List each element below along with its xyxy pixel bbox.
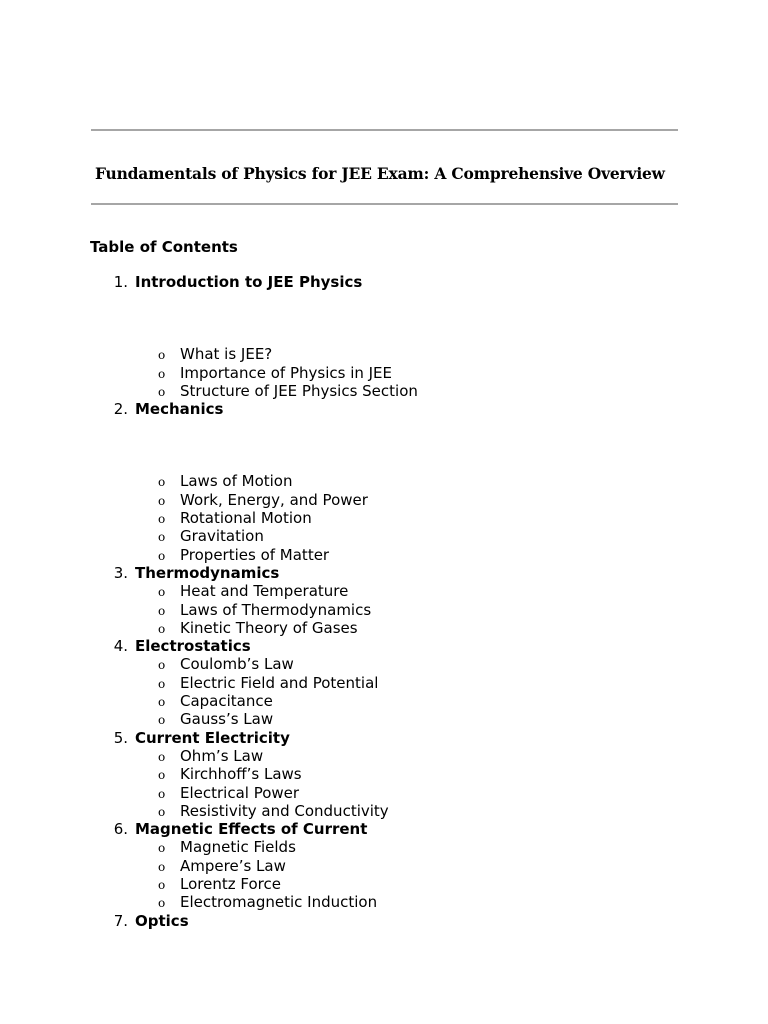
title-bottom-rule <box>91 203 678 205</box>
toc-section <box>90 273 690 291</box>
toc-subitem-label: Magnetic Fields <box>180 838 296 857</box>
circle-bullet-icon: o <box>158 658 166 673</box>
circle-bullet-icon: o <box>158 804 166 819</box>
toc-subitem <box>90 692 690 710</box>
section-spacer <box>90 291 690 345</box>
toc-subitem-label: Electrical Power <box>180 783 300 802</box>
title-top-rule <box>91 129 678 131</box>
circle-bullet-icon: o <box>158 695 166 710</box>
section-spacer <box>90 418 690 472</box>
toc-subitem <box>90 710 690 728</box>
circle-bullet-icon: o <box>158 603 166 618</box>
toc-subitem <box>90 857 690 875</box>
toc-section <box>90 564 690 582</box>
toc-subitem <box>90 345 690 363</box>
circle-bullet-icon: o <box>158 366 166 381</box>
toc-subitem <box>90 491 690 509</box>
toc-subitem-label: Importance of Physics in JEE <box>180 363 393 382</box>
toc-subitem <box>90 582 690 600</box>
toc-section <box>90 912 690 930</box>
toc-subitem-label: Heat and Temperature <box>180 582 349 601</box>
toc-subitem-label: Work, Energy, and Power <box>180 490 368 509</box>
toc-subitem-label: Electric Field and Potential <box>180 673 379 692</box>
toc-subitem <box>90 619 690 637</box>
toc-section-title: Thermodynamics <box>135 563 280 582</box>
circle-bullet-icon: o <box>158 768 166 783</box>
circle-bullet-icon: o <box>158 475 166 490</box>
toc-subitem-label: Laws of Motion <box>180 472 293 491</box>
toc-subitem <box>90 893 690 911</box>
toc-subitem <box>90 802 690 820</box>
circle-bullet-icon: o <box>158 713 166 728</box>
circle-bullet-icon: o <box>158 676 166 691</box>
toc-subitem-label: Kirchhoff’s Laws <box>180 765 302 784</box>
circle-bullet-icon: o <box>158 621 166 636</box>
circle-bullet-icon: o <box>158 878 166 893</box>
toc-subitem <box>90 674 690 692</box>
toc-section <box>90 637 690 655</box>
circle-bullet-icon: o <box>158 749 166 764</box>
circle-bullet-icon: o <box>158 585 166 600</box>
document-title: Fundamentals of Physics for JEE Exam: A Comprehensive Overview <box>95 164 665 183</box>
circle-bullet-icon: o <box>158 384 166 399</box>
toc-subitem-label: Laws of Thermodynamics <box>180 600 372 619</box>
toc-subitem-label: Resistivity and Conductivity <box>180 801 389 820</box>
toc-subitem-label: Ohm’s Law <box>180 746 264 765</box>
toc-subitem <box>90 527 690 545</box>
toc-subitem-label: Electromagnetic Induction <box>180 893 378 912</box>
circle-bullet-icon: o <box>158 493 166 508</box>
toc-subitem <box>90 601 690 619</box>
toc-subitem <box>90 382 690 400</box>
circle-bullet-icon: o <box>158 512 166 527</box>
toc-subitem-label: Ampere’s Law <box>180 856 286 875</box>
toc-subitem-label: What is JEE? <box>180 345 273 364</box>
toc-section-title: Optics <box>135 911 189 930</box>
toc-section-number: 7. <box>113 911 128 930</box>
toc-subitem <box>90 509 690 527</box>
toc-section-title: Mechanics <box>135 400 224 419</box>
toc-subitem <box>90 364 690 382</box>
toc-section-title: Electrostatics <box>135 637 251 656</box>
toc-section <box>90 820 690 838</box>
toc-section-number: 5. <box>113 728 128 747</box>
toc-section-title: Current Electricity <box>135 728 290 747</box>
circle-bullet-icon: o <box>158 348 166 363</box>
toc-section <box>90 729 690 747</box>
toc-section-number: 1. <box>113 273 128 291</box>
toc-subitem-label: Structure of JEE Physics Section <box>180 381 418 400</box>
toc-subitem-label: Lorentz Force <box>180 875 281 894</box>
circle-bullet-icon: o <box>158 548 166 563</box>
circle-bullet-icon: o <box>158 786 166 801</box>
toc-subitem <box>90 875 690 893</box>
toc-subitem <box>90 546 690 564</box>
toc-subitem-label: Gauss’s Law <box>180 710 274 729</box>
circle-bullet-icon: o <box>158 859 166 874</box>
toc-section-number: 3. <box>113 563 128 582</box>
toc-subitem <box>90 747 690 765</box>
toc-section-title: Magnetic Effects of Current <box>135 820 368 839</box>
toc-subitem-label: Properties of Matter <box>180 545 330 564</box>
toc-subitem <box>90 838 690 856</box>
circle-bullet-icon: o <box>158 530 166 545</box>
toc-subitem-label: Rotational Motion <box>180 509 312 528</box>
toc-section <box>90 400 690 418</box>
toc-subitem <box>90 472 690 490</box>
circle-bullet-icon: o <box>158 896 166 911</box>
toc-section-number: 4. <box>113 637 128 656</box>
toc-heading: Table of Contents <box>90 238 238 256</box>
toc-section-number: 6. <box>113 820 128 839</box>
toc-subitem-label: Kinetic Theory of Gases <box>180 618 358 637</box>
toc-section-title: Introduction to JEE Physics <box>135 273 363 291</box>
toc-subitem <box>90 655 690 673</box>
circle-bullet-icon: o <box>158 841 166 856</box>
toc-subitem <box>90 784 690 802</box>
toc-subitem-label: Gravitation <box>180 527 264 546</box>
toc-subitem-label: Capacitance <box>180 692 273 711</box>
table-of-contents <box>90 273 690 930</box>
toc-section-number: 2. <box>113 400 128 419</box>
toc-subitem <box>90 765 690 783</box>
toc-subitem-label: Coulomb’s Law <box>180 655 294 674</box>
